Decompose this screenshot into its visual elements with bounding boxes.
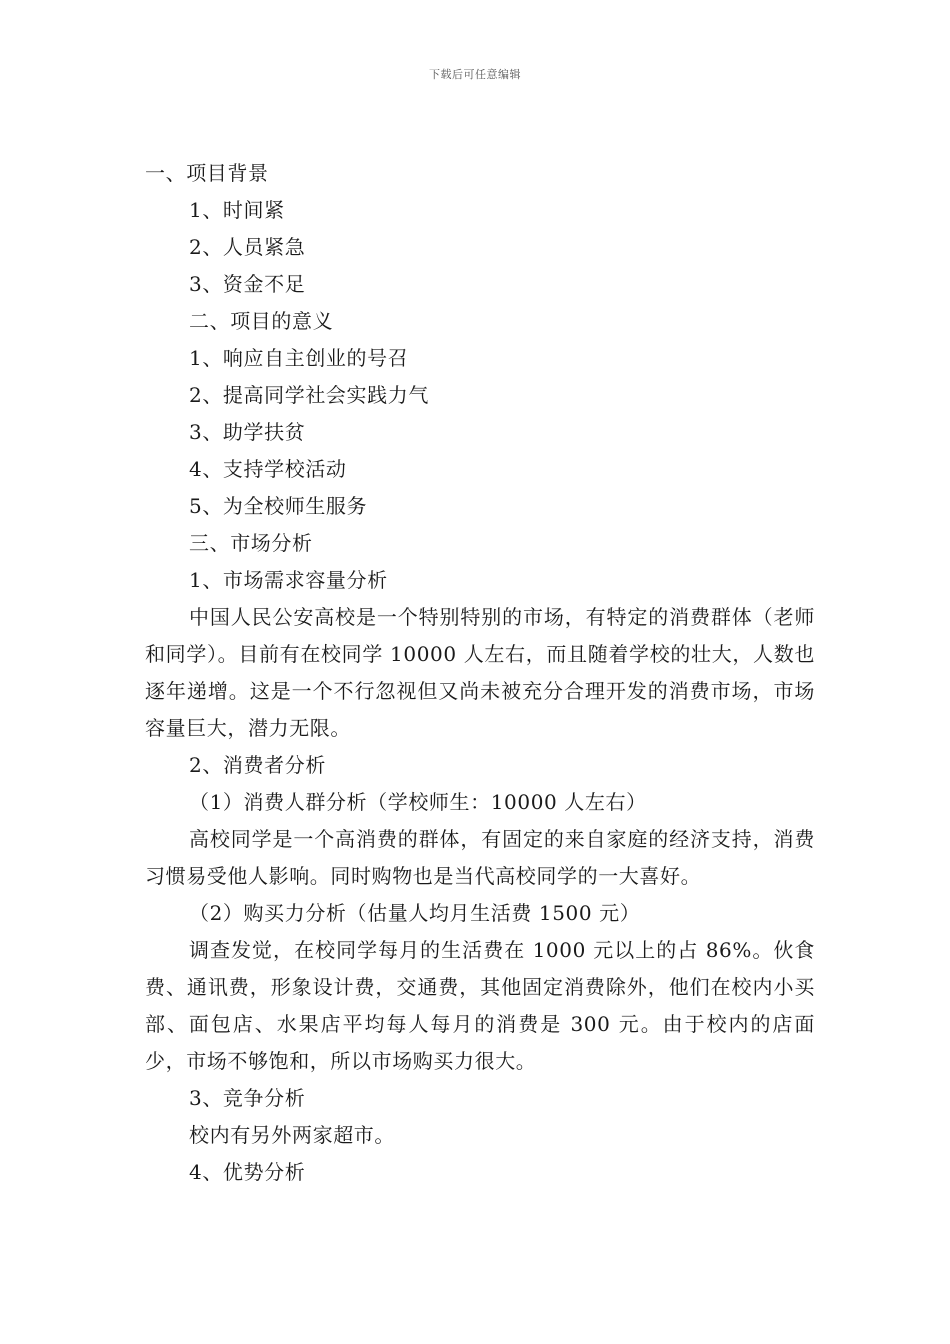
list-item: 5、为全校师生服务 [189, 494, 368, 518]
list-item: 3、助学扶贫 [189, 420, 306, 444]
subsection-sub-crowd: （1）消费人群分析（学校师生：10000 人左右） [189, 790, 647, 814]
list-item: 1、时间紧 [189, 198, 285, 222]
list-item: 1、响应自主创业的号召 [189, 346, 409, 370]
list-item: 3、资金不足 [189, 272, 306, 296]
section-heading-meaning: 二、项目的意义 [189, 309, 334, 333]
subsection-title-advantage: 4、优势分析 [189, 1160, 306, 1184]
paragraph-competition: 校内有另外两家超市。 [189, 1123, 395, 1147]
document-body [145, 155, 815, 1191]
subsection-title-consumer: 2、消费者分析 [189, 753, 326, 777]
section-heading-market: 三、市场分析 [189, 531, 313, 555]
section-heading-background: 一、项目背景 [145, 161, 269, 185]
header-note: 下载后可任意编辑 [429, 68, 521, 81]
list-item: 4、支持学校活动 [189, 457, 347, 481]
subsection-title-demand: 1、市场需求容量分析 [189, 568, 388, 592]
paragraph-crowd: 高校同学是一个高消费的群体，有固定的来自家庭的经济支持，消费习惯易受他人影响。同时购物也是当代高校同学的一大喜好。 [145, 827, 815, 888]
paragraph-demand: 中国人民公安高校是一个特别特别的市场，有特定的消费群体（老师和同学）。目前有在校同学 10000 人左右，而且随着学校的壮大，人数也逐年递增。这是一个不行忽视但又尚未被充分合理开发的消费市场，市场容量巨大，潜力无限。 [145, 605, 815, 740]
subsection-title-competition: 3、竞争分析 [189, 1086, 306, 1110]
subsection-sub-purchasing: （2）购买力分析（估量人均月生活费 1500 元） [189, 901, 641, 925]
list-item: 2、提高同学社会实践力气 [189, 383, 429, 407]
list-item: 2、人员紧急 [189, 235, 306, 259]
paragraph-purchasing: 调查发觉，在校同学每月的生活费在 1000 元以上的占 86%。伙食费、通讯费，形象设计费，交通费，其他固定消费除外，他们在校内小买部、面包店、水果店平均每人每月的消费是 300 元。由于校内的店面少，市场不够饱和，所以市场购买力很大。 [145, 938, 815, 1073]
